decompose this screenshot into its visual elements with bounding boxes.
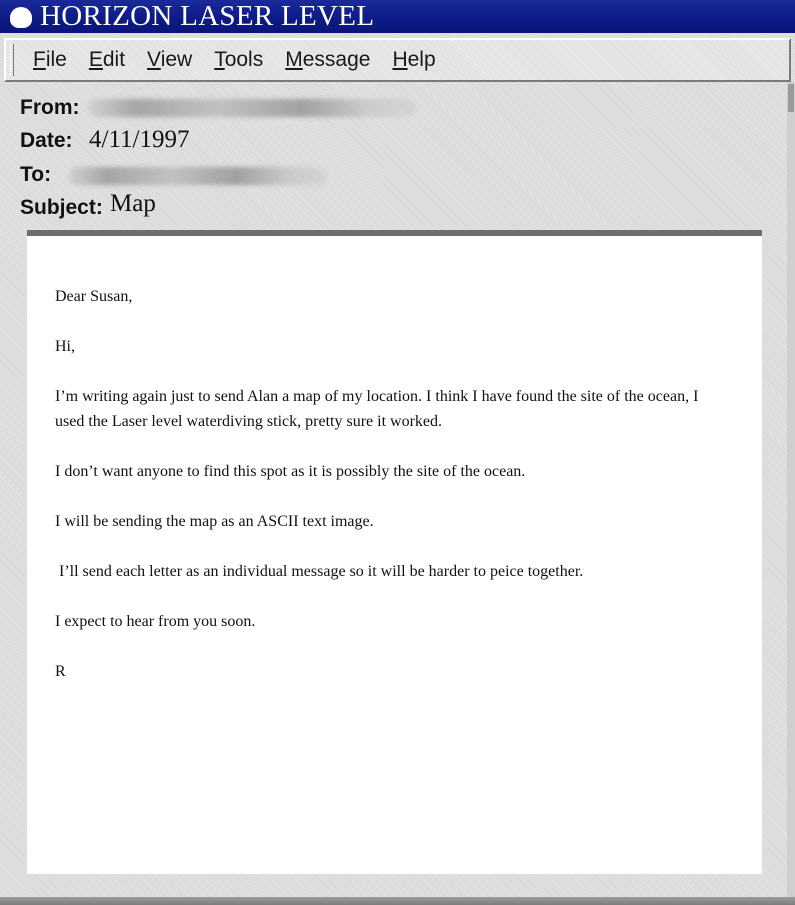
window-title: HORIZON LASER LEVEL — [40, 0, 375, 32]
message-paragraph-spot: I don’t want anyone to find this spot as it is possibly the site of the ocean. — [55, 463, 526, 480]
menu-edit-accel: E — [88, 48, 103, 71]
title-bar — [0, 0, 795, 33]
menu-items — [33, 40, 458, 80]
menu-message-rest: essage — [302, 48, 371, 71]
menu-tools-accel: T — [214, 48, 225, 71]
message-paragraph-map: I’m writing again just to send Alan a map of my location. I think I have found the site of the ocean, I used the Laser level waterdiving stick, pretty sure it worked. — [55, 388, 699, 430]
menu-view-accel: V — [147, 48, 161, 71]
message-line-hi: Hi, — [55, 338, 75, 355]
date-label: Date: — [20, 129, 73, 152]
message-body — [27, 230, 762, 874]
message-paragraph-ascii: I will be sending the map as an ASCII text image. — [55, 513, 374, 530]
message-greeting: Dear Susan, — [55, 288, 133, 305]
scroll-thumb[interactable] — [788, 84, 794, 112]
to-redacted-value — [68, 167, 328, 185]
message-paragraph-letters: I’ll send each letter as an individual message so it will be harder to peice together. — [55, 563, 584, 580]
from-redacted-value — [88, 99, 416, 117]
menu-help[interactable] — [392, 48, 435, 72]
menu-tools-rest: ools — [224, 48, 264, 71]
vertical-scrollbar[interactable] — [787, 82, 795, 905]
menu-tools[interactable] — [214, 48, 263, 72]
to-label: To: — [20, 163, 52, 186]
menu-bar — [4, 38, 791, 82]
window-bottom-edge — [0, 897, 795, 905]
menu-grip-handle[interactable] — [10, 44, 14, 76]
menu-file-rest: ile — [45, 48, 67, 71]
menu-file[interactable] — [33, 48, 67, 72]
subject-value: Map — [110, 190, 156, 217]
message-signature: R — [55, 663, 66, 680]
date-value: 4/11/1997 — [89, 126, 190, 153]
menu-help-rest: elp — [407, 48, 436, 71]
app-blob-icon — [10, 7, 32, 28]
from-label: From: — [20, 96, 80, 119]
message-paragraph-expect: I expect to hear from you soon. — [55, 613, 256, 630]
menu-message[interactable] — [285, 48, 370, 72]
menu-view[interactable] — [147, 48, 192, 72]
menu-help-accel: H — [392, 48, 408, 71]
menu-edit-rest: dit — [102, 48, 126, 71]
menu-edit[interactable] — [89, 48, 125, 72]
menu-file-accel: F — [33, 48, 46, 71]
menu-message-accel: M — [285, 48, 303, 71]
subject-label: Subject: — [20, 196, 103, 219]
menu-view-rest: iew — [160, 48, 193, 71]
